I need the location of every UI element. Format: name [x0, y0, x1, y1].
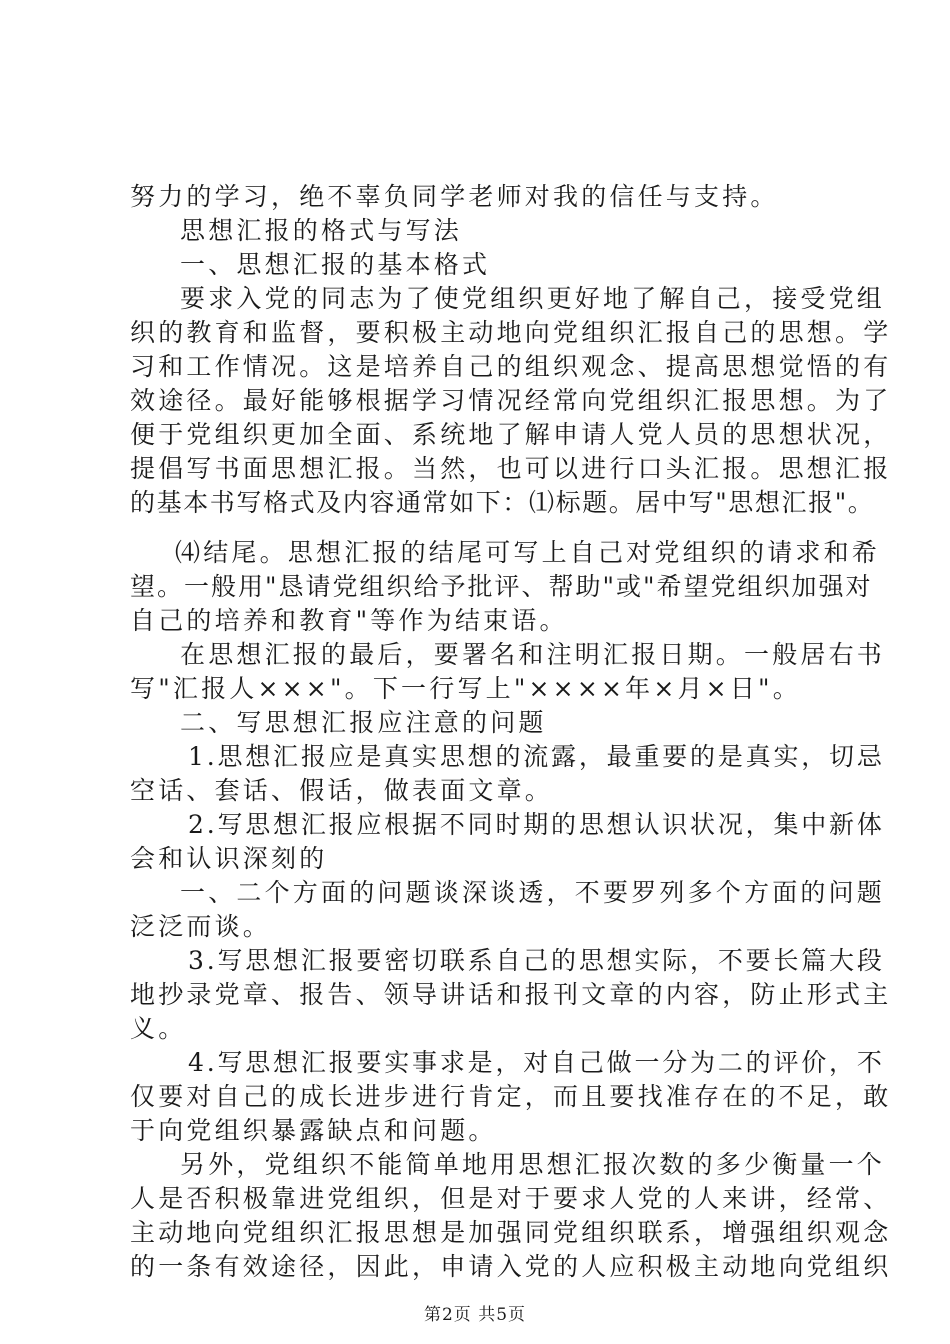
text-line: 会和认识深刻的 — [130, 844, 328, 873]
text-line: ⑷结尾。思想汇报的结尾可写上自己对党组织的请求和希 — [175, 538, 881, 567]
text-line: 2.写思想汇报应根据不同时期的思想认识状况，集中新体 — [188, 810, 885, 839]
text-line: 提倡写书面思想汇报。当然，也可以进行口头汇报。思想汇报 — [130, 454, 892, 483]
text-line: 另外，党组织不能简单地用思想汇报次数的多少衡量一个 — [180, 1150, 886, 1179]
text-line: 的一条有效途径，因此，申请入党的人应积极主动地向党组织 — [130, 1252, 892, 1281]
text-line: 一、思想汇报的基本格式 — [180, 250, 491, 279]
text-line: 在思想汇报的最后，要署名和注明汇报日期。一般居右书 — [180, 640, 886, 669]
text-line: 努力的学习，绝不辜负同学老师对我的信任与支持。 — [130, 182, 779, 211]
text-line: 一、二个方面的问题谈深谈透，不要罗列多个方面的问题 — [180, 878, 886, 907]
text-line: 思想汇报的格式与写法 — [180, 216, 463, 245]
text-line: 4.写思想汇报要实事求是，对自己做一分为二的评价，不 — [188, 1048, 885, 1077]
text-line: 于向党组织暴露缺点和问题。 — [130, 1116, 497, 1145]
text-line: 二、写思想汇报应注意的问题 — [180, 708, 547, 737]
text-line: 效途径。最好能够根据学习情况经常向党组织汇报思想。为了 — [130, 386, 892, 415]
text-line: 空话、套话、假话，做表面文章。 — [130, 776, 554, 805]
text-line: 望。一般用"恳请党组织给予批评、帮助"或"希望党组织加强对 — [130, 572, 873, 601]
text-line: 写"汇报人×××"。下一行写上"××××年×月×日"。 — [130, 674, 801, 703]
text-line: 的基本书写格式及内容通常如下：⑴标题。居中写"思想汇报"。 — [130, 488, 875, 517]
text-line: 1.思想汇报应是真实思想的流露，最重要的是真实，切忌 — [188, 742, 885, 771]
text-line: 义。 — [130, 1014, 187, 1043]
text-line: 仅要对自己的成长进步进行肯定，而且要找准存在的不足，敢 — [130, 1082, 892, 1111]
text-line: 地抄录党章、报告、领导讲话和报刊文章的内容，防止形式主 — [130, 980, 892, 1009]
text-line: 泛泛而谈。 — [130, 912, 272, 941]
text-line: 便于党组织更加全面、系统地了解申请人党人员的思想状况， — [130, 420, 892, 449]
text-line: 主动地向党组织汇报思想是加强同党组织联系，增强组织观念 — [130, 1218, 892, 1247]
text-line: 人是否积极靠进党组织，但是对于要求人党的人来讲，经常、 — [130, 1184, 892, 1213]
text-line: 3.写思想汇报要密切联系自己的思想实际，不要长篇大段 — [188, 946, 885, 975]
text-line: 自己的培养和教育"等作为结束语。 — [130, 606, 568, 635]
text-line: 习和工作情况。这是培养自己的组织观念、提高思想觉悟的有 — [130, 352, 892, 381]
text-line: 要求入党的同志为了使党组织更好地了解自己，接受党组 — [180, 284, 886, 313]
text-line: 织的教育和监督，要积极主动地向党组织汇报自己的思想。学 — [130, 318, 892, 347]
page-number-footer: 第2页 共5页 — [423, 1305, 527, 1325]
